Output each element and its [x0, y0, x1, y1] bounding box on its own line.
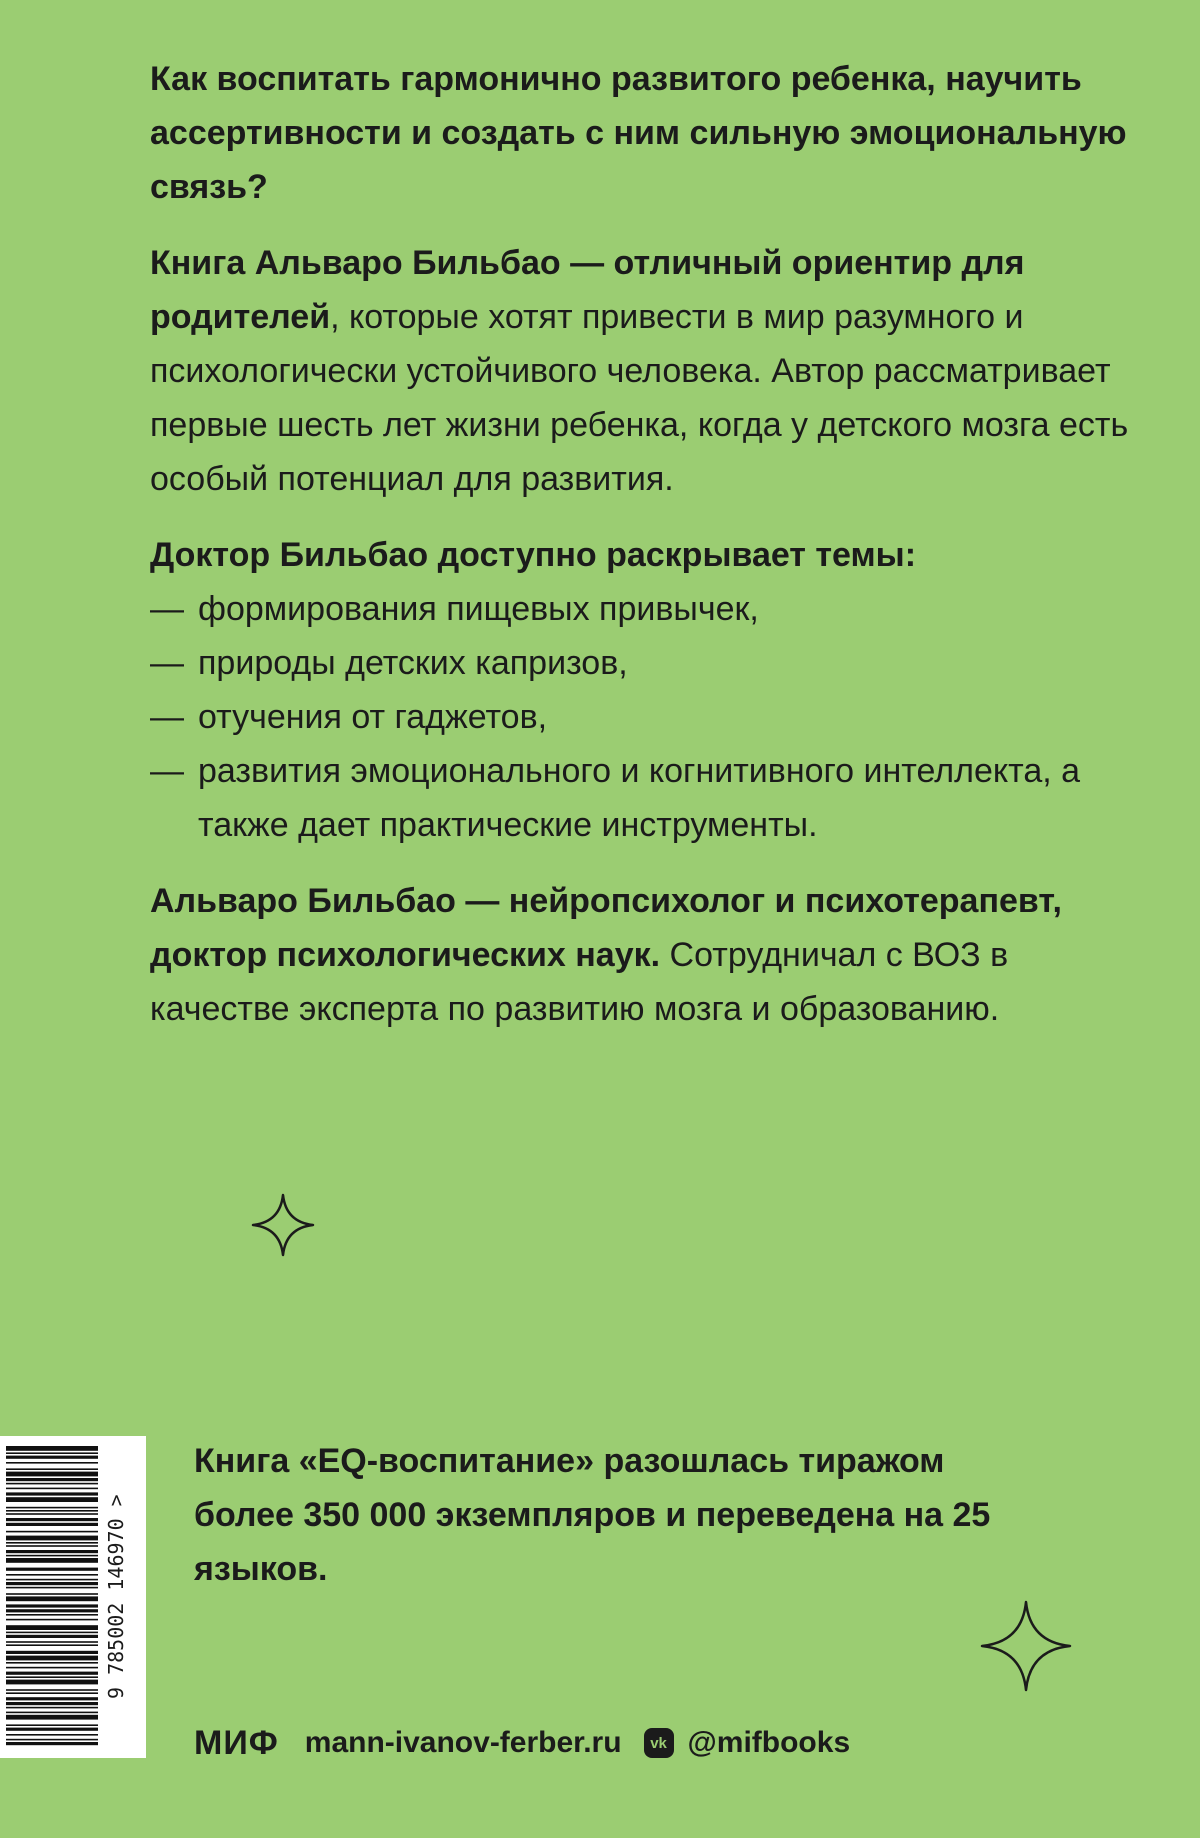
- about-book: [150, 236, 1150, 506]
- vk-icon[interactable]: [644, 1728, 674, 1758]
- barcode-bar: [6, 1518, 98, 1521]
- barcode-bar: [6, 1478, 98, 1481]
- publisher-footer: [194, 1718, 850, 1768]
- barcode-bar: [6, 1472, 98, 1477]
- barcode-bar: [6, 1492, 98, 1495]
- publisher-logo: МИФ: [194, 1723, 279, 1762]
- list-item: [150, 636, 1150, 690]
- list-dash: —: [150, 590, 184, 628]
- barcode-bar: [6, 1446, 98, 1451]
- barcode-bar: [6, 1707, 98, 1709]
- barcode-bar: [6, 1724, 98, 1726]
- barcode-bar: [6, 1604, 98, 1607]
- barcode-bar: [6, 1742, 98, 1745]
- barcode-bar: [6, 1483, 98, 1485]
- barcode-bar: [6, 1672, 98, 1675]
- promo-text: Книга «EQ-воспитание» разошлась тиражом более 350 000 экземпляров и переведена на 25 языков.: [194, 1442, 991, 1588]
- barcode-number: 9 785002 146970 >: [104, 1494, 128, 1700]
- author-bio: [150, 874, 1150, 1036]
- barcode-bar: [6, 1587, 98, 1589]
- barcode-bar: [6, 1712, 98, 1714]
- list-item-text: формирования пищевых привычек,: [198, 590, 759, 628]
- barcode-bar: [6, 1468, 98, 1470]
- barcode-bar: [6, 1641, 98, 1643]
- barcode: [0, 1436, 146, 1758]
- barcode-bar: [6, 1619, 98, 1621]
- barcode-bar: [6, 1697, 98, 1700]
- barcode-bar: [6, 1497, 98, 1502]
- barcode-bar: [6, 1579, 98, 1581]
- barcode-bar: [6, 1568, 98, 1571]
- list-item-text: природы детских капризов,: [198, 644, 628, 682]
- barcode-bar: [6, 1662, 98, 1664]
- barcode-bar: [6, 1593, 98, 1595]
- barcode-bar: [6, 1582, 98, 1585]
- author-bio-bold: Альваро Бильбао — нейропсихолог и психотерапевт, доктор психологических наук.: [150, 882, 1062, 974]
- barcode-bar: [6, 1667, 98, 1669]
- sparkle-icon: [248, 1190, 318, 1260]
- barcode-bar: [6, 1739, 98, 1741]
- barcode-bar: [6, 1536, 98, 1541]
- barcode-bar: [6, 1609, 98, 1612]
- barcode-bar: [6, 1531, 98, 1533]
- about-book-bold: Книга Альваро Бильбао — отличный ориентир для родителей: [150, 244, 1025, 336]
- list-item: [150, 582, 1150, 636]
- barcode-bar: [6, 1644, 98, 1646]
- barcode-bar: [6, 1614, 98, 1616]
- barcode-bar: [6, 1462, 98, 1464]
- barcode-bar: [6, 1651, 98, 1654]
- back-cover-text: [150, 52, 1150, 1036]
- list-dash: —: [150, 644, 184, 682]
- website-link[interactable]: mann-ivanov-ferber.ru: [304, 1726, 622, 1759]
- barcode-bar: [6, 1574, 98, 1576]
- list-item-text: развития эмоционального и когнитивного интеллекта, а также дает практические инструменты.: [198, 752, 1081, 844]
- barcode-bar: [6, 1513, 98, 1515]
- list-item: [150, 690, 1150, 744]
- barcode-bar: [6, 1676, 98, 1678]
- list-item: [150, 744, 1150, 852]
- sparkle-icon: [976, 1596, 1076, 1696]
- barcode-bar: [6, 1625, 98, 1630]
- topics-heading: Доктор Бильбао доступно раскрывает темы:: [150, 536, 917, 574]
- barcode-bar: [6, 1715, 98, 1720]
- barcode-bar: [6, 1523, 98, 1526]
- barcode-bar: [6, 1702, 98, 1705]
- barcode-bar: [6, 1632, 98, 1634]
- barcode-bar: [6, 1656, 98, 1661]
- list-dash: —: [150, 752, 184, 790]
- barcode-bar: [6, 1488, 98, 1490]
- barcode-bar: [6, 1692, 98, 1694]
- barcode-bar: [6, 1689, 98, 1691]
- barcode-bar: [6, 1542, 98, 1544]
- topics-list: [150, 582, 1150, 852]
- author-bio-text: Сотрудничал с ВОЗ в качестве эксперта по развитию мозга и образованию.: [150, 936, 1009, 1028]
- list-item-text: отучения от гаджетов,: [198, 698, 548, 736]
- social-handle[interactable]: @mifbooks: [687, 1726, 851, 1759]
- vk-icon-label: vk: [650, 1734, 667, 1752]
- barcode-bar: [6, 1558, 98, 1563]
- barcode-bar: [6, 1734, 98, 1736]
- list-dash: —: [150, 698, 184, 736]
- about-book-text: , которые хотят привести в мир разумного и психологически устойчивого человека. Автор рассматривает первые шесть лет жизни ребенка, когда у детского мозга есть особый потенциал для развития.: [150, 298, 1129, 498]
- barcode-bar: [6, 1596, 98, 1601]
- barcode-bar: [6, 1555, 98, 1557]
- barcode-bar: [6, 1635, 98, 1638]
- barcode-bar: [6, 1728, 98, 1731]
- barcode-bar: [6, 1545, 98, 1547]
- barcode-bar: [6, 1510, 98, 1512]
- barcode-bar: [6, 1452, 98, 1454]
- barcode-bar: [6, 1680, 98, 1685]
- barcode-bar: [6, 1507, 98, 1509]
- intro-question: Как воспитать гармонично развитого ребенка, научить ассертивности и создать с ним сильную эмоциональную связь?: [150, 60, 1127, 206]
- barcode-bar: [6, 1550, 98, 1553]
- barcode-bar: [6, 1456, 98, 1459]
